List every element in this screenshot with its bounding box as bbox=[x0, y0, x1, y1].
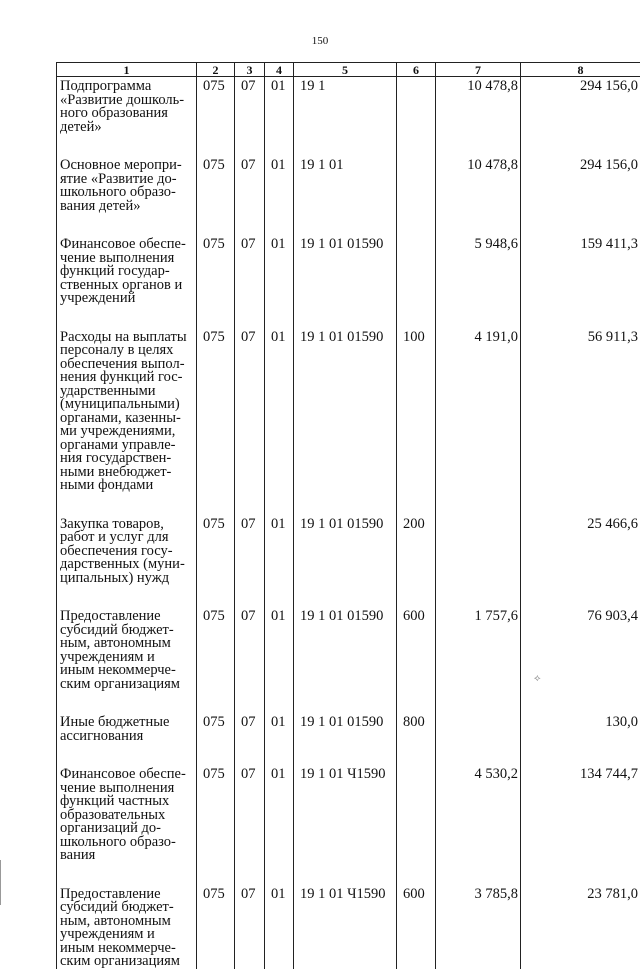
row-code-subsection: 01 bbox=[265, 765, 294, 885]
row-code-admin: 075 bbox=[197, 235, 235, 328]
row-target-article: 19 1 bbox=[294, 77, 397, 157]
row-name: Предоставление субсидий бюджет-ным, автономным учреждениям и иным некоммерче-ским организациям bbox=[57, 885, 197, 969]
row-code-subsection: 01 bbox=[265, 77, 294, 157]
header-col-3: 3 bbox=[235, 63, 265, 77]
row-code-section: 07 bbox=[235, 765, 265, 885]
header-col-8: 8 bbox=[521, 63, 640, 77]
row-expense-type: 600 bbox=[397, 607, 436, 713]
header-col-6: 6 bbox=[397, 63, 436, 77]
row-amount-8: 56 911,3 bbox=[521, 328, 640, 515]
row-target-article: 19 1 01 01590 bbox=[294, 515, 397, 608]
header-col-7: 7 bbox=[436, 63, 521, 77]
table-row bbox=[57, 235, 640, 328]
row-code-section: 07 bbox=[235, 328, 265, 515]
row-amount-7: 4 530,2 bbox=[436, 765, 521, 885]
row-name: Основное меропри-ятие «Развитие до-школьного образо-вания детей» bbox=[57, 156, 197, 235]
row-name: Расходы на выплаты персоналу в целях обеспечения выпол-нения функций гос-ударственными (муниципальными) органами, казенны-ми учреждениями, органами управле-ния государствен-ными внебюджет-ными фондами bbox=[57, 328, 197, 515]
table-row bbox=[57, 713, 640, 765]
row-code-subsection: 01 bbox=[265, 328, 294, 515]
table-row bbox=[57, 765, 640, 885]
row-amount-8: 294 156,0 bbox=[521, 156, 640, 235]
row-expense-type: 100 bbox=[397, 328, 436, 515]
row-name: Иные бюджетные ассигнования bbox=[57, 713, 197, 765]
row-code-admin: 075 bbox=[197, 607, 235, 713]
table-row bbox=[57, 885, 640, 969]
scan-artifact: ⟡ bbox=[534, 673, 541, 684]
row-amount-7: 1 757,6 bbox=[436, 607, 521, 713]
row-amount-7: 3 785,8 bbox=[436, 885, 521, 969]
row-target-article: 19 1 01 Ч1590 bbox=[294, 885, 397, 969]
row-code-section: 07 bbox=[235, 77, 265, 157]
row-code-section: 07 bbox=[235, 235, 265, 328]
table-row bbox=[57, 328, 640, 515]
row-code-admin: 075 bbox=[197, 156, 235, 235]
table-body bbox=[57, 77, 640, 969]
row-code-section: 07 bbox=[235, 885, 265, 969]
row-target-article: 19 1 01 01590 bbox=[294, 607, 397, 713]
table-row bbox=[57, 607, 640, 713]
header-row bbox=[57, 63, 640, 77]
row-code-subsection: 01 bbox=[265, 607, 294, 713]
row-target-article: 19 1 01 bbox=[294, 156, 397, 235]
row-code-section: 07 bbox=[235, 713, 265, 765]
row-expense-type: 200 bbox=[397, 515, 436, 608]
row-code-subsection: 01 bbox=[265, 515, 294, 608]
row-code-admin: 075 bbox=[197, 713, 235, 765]
row-name: Финансовое обеспе-чение выполнения функций частных образовательных организаций до-школьного образо-вания bbox=[57, 765, 197, 885]
row-target-article: 19 1 01 01590 bbox=[294, 713, 397, 765]
header-col-4: 4 bbox=[265, 63, 294, 77]
row-code-subsection: 01 bbox=[265, 235, 294, 328]
row-amount-7: 4 191,0 bbox=[436, 328, 521, 515]
table-row bbox=[57, 156, 640, 235]
header-col-5: 5 bbox=[294, 63, 397, 77]
table-row bbox=[57, 515, 640, 608]
row-amount-8: 130,0 bbox=[521, 713, 640, 765]
row-amount-8: 134 744,7 bbox=[521, 765, 640, 885]
row-name: Подпрограмма «Развитие дошколь-ного образования детей» bbox=[57, 77, 197, 157]
row-expense-type: 800 bbox=[397, 713, 436, 765]
row-amount-8: 23 781,0 bbox=[521, 885, 640, 969]
row-expense-type bbox=[397, 765, 436, 885]
budget-table-wrapper bbox=[56, 62, 640, 969]
row-amount-7: 10 478,8 bbox=[436, 156, 521, 235]
row-code-admin: 075 bbox=[197, 765, 235, 885]
row-code-subsection: 01 bbox=[265, 713, 294, 765]
row-expense-type bbox=[397, 235, 436, 328]
row-code-admin: 075 bbox=[197, 885, 235, 969]
page-edge-line bbox=[0, 860, 1, 905]
row-target-article: 19 1 01 01590 bbox=[294, 235, 397, 328]
row-amount-7 bbox=[436, 713, 521, 765]
row-code-section: 07 bbox=[235, 515, 265, 608]
row-code-section: 07 bbox=[235, 156, 265, 235]
row-target-article: 19 1 01 Ч1590 bbox=[294, 765, 397, 885]
row-expense-type bbox=[397, 156, 436, 235]
row-name: Предоставление субсидий бюджет-ным, автономным учреждениям и иным некоммерче-ским организациям bbox=[57, 607, 197, 713]
row-name: Финансовое обеспе-чение выполнения функций государ-ственных органов и учреждений bbox=[57, 235, 197, 328]
row-target-article: 19 1 01 01590 bbox=[294, 328, 397, 515]
row-code-subsection: 01 bbox=[265, 885, 294, 969]
row-code-admin: 075 bbox=[197, 328, 235, 515]
row-amount-8: 25 466,6 bbox=[521, 515, 640, 608]
row-expense-type bbox=[397, 77, 436, 157]
row-amount-8: 76 903,4 bbox=[521, 607, 640, 713]
table-row bbox=[57, 77, 640, 157]
page-number: 150 bbox=[0, 35, 640, 47]
row-code-admin: 075 bbox=[197, 77, 235, 157]
header-col-2: 2 bbox=[197, 63, 235, 77]
row-code-admin: 075 bbox=[197, 515, 235, 608]
budget-table bbox=[56, 62, 640, 969]
row-amount-7: 10 478,8 bbox=[436, 77, 521, 157]
row-amount-7 bbox=[436, 515, 521, 608]
row-amount-7: 5 948,6 bbox=[436, 235, 521, 328]
row-amount-8: 294 156,0 bbox=[521, 77, 640, 157]
row-code-subsection: 01 bbox=[265, 156, 294, 235]
row-code-section: 07 bbox=[235, 607, 265, 713]
row-name: Закупка товаров, работ и услуг для обеспечения госу-дарственных (муни-ципальных) нужд bbox=[57, 515, 197, 608]
row-expense-type: 600 bbox=[397, 885, 436, 969]
header-col-1: 1 bbox=[57, 63, 197, 77]
row-amount-8: 159 411,3 bbox=[521, 235, 640, 328]
